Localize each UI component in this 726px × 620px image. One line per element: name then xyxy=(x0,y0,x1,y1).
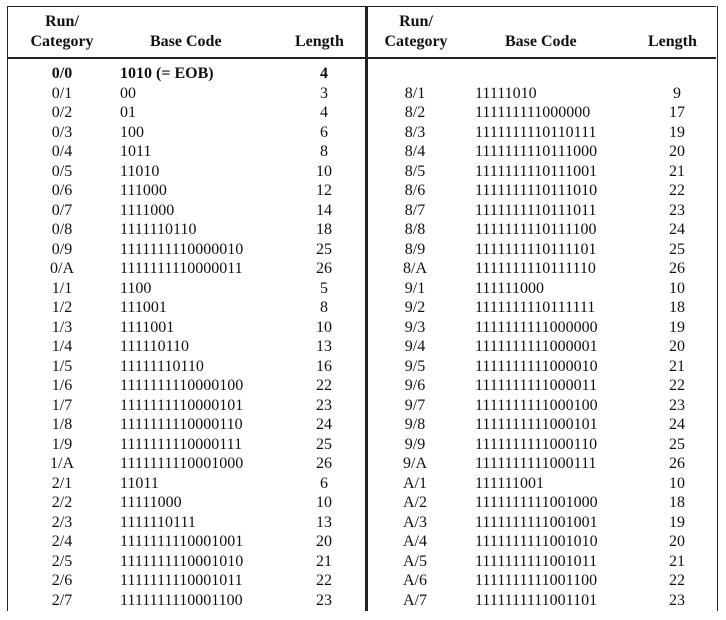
category-cell: 8/5 xyxy=(404,162,426,180)
table-row xyxy=(368,123,716,143)
category-cell: A/6 xyxy=(403,572,427,589)
base-code-cell: 1111111110111000 xyxy=(475,143,598,160)
length-cell: 9 xyxy=(673,84,681,102)
category-cell: 1/1 xyxy=(51,279,73,297)
base-code-cell: 1111111110001100 xyxy=(120,591,243,609)
category-cell: 0/5 xyxy=(51,162,73,180)
base-code-cell: 1111111111000100 xyxy=(475,396,598,414)
base-code-cell: 1111111110111011 xyxy=(475,201,597,219)
base-code-cell: 1111111110111111 xyxy=(475,299,596,316)
base-code-cell: 111001 xyxy=(120,299,167,316)
category-cell: 2/3 xyxy=(51,513,73,531)
table-row xyxy=(368,142,716,162)
length-cell: 5 xyxy=(320,279,328,297)
table-row xyxy=(368,396,716,416)
table-row xyxy=(368,532,716,552)
length-cell: 21 xyxy=(669,552,685,570)
table-row xyxy=(0,220,365,240)
length-cell: 22 xyxy=(669,572,685,589)
length-cell: 26 xyxy=(316,455,332,472)
table-row xyxy=(368,493,716,513)
length-cell: 13 xyxy=(316,513,332,531)
base-code-cell: 1111111110110111 xyxy=(475,123,597,141)
base-code-cell: 1111111111001011 xyxy=(475,552,598,570)
category-cell: 9/1 xyxy=(404,279,426,297)
length-cell: 26 xyxy=(316,260,332,277)
length-cell: 4 xyxy=(320,65,328,82)
category-cell: A/5 xyxy=(403,552,427,570)
table-row xyxy=(368,552,716,572)
table-row xyxy=(0,571,365,591)
category-cell: 9/7 xyxy=(404,396,426,414)
category-cell: A/2 xyxy=(403,494,427,511)
length-cell: 13 xyxy=(316,338,332,355)
category-cell: 0/2 xyxy=(51,104,73,121)
category-cell: 8/6 xyxy=(404,182,426,199)
base-code-cell: 11111010 xyxy=(475,84,537,102)
length-cell: 24 xyxy=(669,221,685,238)
base-code-cell: 1111111110000010 xyxy=(120,240,244,258)
length-cell: 22 xyxy=(316,377,332,394)
length-cell: 25 xyxy=(669,435,685,453)
base-code-cell: 1111111111000101 xyxy=(475,416,598,433)
base-code-cell: 1111001 xyxy=(120,318,175,336)
table-row xyxy=(0,318,365,338)
table-row xyxy=(368,357,716,377)
category-cell: A/4 xyxy=(403,533,427,550)
base-code-cell: 1111111111001100 xyxy=(475,572,598,589)
category-cell: 2/7 xyxy=(51,591,73,609)
length-cell: 6 xyxy=(320,474,328,492)
length-cell: 6 xyxy=(320,123,328,141)
base-code-cell: 01 xyxy=(120,104,136,121)
category-cell: 1/3 xyxy=(51,318,73,336)
table-row xyxy=(368,162,716,182)
category-cell: 8/9 xyxy=(404,240,426,258)
length-cell: 20 xyxy=(669,143,685,160)
table-row xyxy=(368,181,716,201)
left-table-body xyxy=(0,64,365,610)
base-code-cell: 1111111111000000 xyxy=(475,318,598,336)
category-cell: 1/5 xyxy=(51,357,73,375)
base-code-cell: 1111111111000111 xyxy=(475,455,597,472)
length-cell: 26 xyxy=(669,260,685,277)
length-cell: 10 xyxy=(669,474,685,492)
length-cell: 8 xyxy=(320,299,328,316)
category-cell: 0/9 xyxy=(51,240,73,258)
length-cell: 23 xyxy=(669,591,685,609)
table-row xyxy=(368,64,716,84)
table-row xyxy=(0,103,365,123)
right-table-body xyxy=(368,64,716,610)
category-cell: 9/3 xyxy=(404,318,426,336)
base-code-cell: 11011 xyxy=(120,474,159,492)
table-row xyxy=(368,474,716,494)
header-separator xyxy=(7,57,716,59)
table-row xyxy=(0,454,365,474)
category-cell: A/7 xyxy=(403,591,427,609)
length-cell: 18 xyxy=(669,299,685,316)
category-cell: 9/4 xyxy=(404,338,426,355)
base-code-cell: 1111111110111101 xyxy=(475,240,597,258)
header-right-category: Run/ Category xyxy=(384,13,448,50)
category-cell: 0/7 xyxy=(51,201,73,219)
length-cell: 23 xyxy=(669,201,685,219)
length-cell: 22 xyxy=(316,572,332,589)
category-cell: 9/9 xyxy=(404,435,426,453)
category-cell: 1/9 xyxy=(51,435,73,453)
table-row xyxy=(368,435,716,455)
length-cell: 22 xyxy=(669,182,685,199)
length-cell: 20 xyxy=(669,533,685,550)
length-cell: 16 xyxy=(316,357,332,375)
table-row xyxy=(0,435,365,455)
length-cell: 21 xyxy=(316,552,332,570)
category-cell: 0/0 xyxy=(51,65,73,82)
table-row xyxy=(0,513,365,533)
length-cell: 12 xyxy=(316,182,332,199)
base-code-cell: 11010 xyxy=(120,162,160,180)
length-cell: 23 xyxy=(316,591,332,609)
length-cell: 3 xyxy=(320,84,328,102)
table-row xyxy=(368,220,716,240)
length-cell: 23 xyxy=(669,396,685,414)
category-cell: 9/8 xyxy=(404,416,426,433)
base-code-cell: 1111111110111100 xyxy=(475,221,597,238)
base-code-cell: 1111111110000101 xyxy=(120,396,244,414)
length-cell: 4 xyxy=(320,104,328,121)
category-cell: 8/A xyxy=(403,260,427,277)
length-cell: 20 xyxy=(669,338,685,355)
table-row xyxy=(0,64,365,84)
table-row xyxy=(0,279,365,299)
category-cell: 0/4 xyxy=(51,143,73,160)
category-cell: 9/A xyxy=(403,455,427,472)
category-cell: 1/8 xyxy=(51,416,73,433)
category-cell: 0/6 xyxy=(51,182,73,199)
table-row xyxy=(368,318,716,338)
base-code-cell: 1111111110111010 xyxy=(475,182,598,199)
category-cell: 2/6 xyxy=(51,572,73,589)
length-cell: 10 xyxy=(316,162,332,180)
base-code-cell: 1111111110001000 xyxy=(120,455,244,472)
category-cell: 9/5 xyxy=(404,357,426,375)
category-cell: 2/4 xyxy=(51,533,73,550)
base-code-cell: 111111111000000 xyxy=(475,104,591,121)
length-cell: 25 xyxy=(316,435,332,453)
table-row xyxy=(368,571,716,591)
base-code-cell: 1111111110111110 xyxy=(475,260,596,277)
category-cell: 8/7 xyxy=(404,201,426,219)
length-cell: 10 xyxy=(316,318,332,336)
table-row xyxy=(0,298,365,318)
category-cell: 8/1 xyxy=(404,84,426,102)
category-cell: 8/8 xyxy=(404,221,426,238)
length-cell: 24 xyxy=(669,416,685,433)
category-cell: 0/8 xyxy=(51,221,73,238)
category-cell: A/1 xyxy=(403,474,427,492)
table-row xyxy=(0,474,365,494)
base-code-cell: 1111111111001000 xyxy=(475,494,598,511)
length-cell: 8 xyxy=(320,143,328,160)
table-row xyxy=(0,259,365,279)
length-cell: 17 xyxy=(669,104,685,121)
category-cell: 9/2 xyxy=(404,299,426,316)
length-cell: 18 xyxy=(316,221,332,238)
base-code-cell: 1111111110000100 xyxy=(120,377,244,394)
length-cell: 21 xyxy=(669,162,685,180)
table-top-border xyxy=(7,6,716,7)
table-row xyxy=(0,123,365,143)
table-row xyxy=(0,415,365,435)
category-cell: 0/1 xyxy=(51,84,73,102)
table-row xyxy=(368,201,716,221)
table-row xyxy=(368,415,716,435)
length-cell: 23 xyxy=(316,396,332,414)
header-left-base-code: Base Code xyxy=(150,33,222,50)
base-code-cell: 111000 xyxy=(120,182,167,199)
table-row xyxy=(368,513,716,533)
base-code-cell: 1111111111000010 xyxy=(475,357,598,375)
table-row xyxy=(368,591,716,611)
table-row xyxy=(0,240,365,260)
table-row xyxy=(0,493,365,513)
table-row xyxy=(0,532,365,552)
base-code-cell: 1111111111001001 xyxy=(475,513,598,531)
base-code-cell: 1111000 xyxy=(120,201,175,219)
base-code-cell: 1011 xyxy=(120,143,152,160)
base-code-cell: 1111111110000111 xyxy=(120,435,243,453)
table-row xyxy=(368,103,716,123)
length-cell: 20 xyxy=(316,533,332,550)
table-row xyxy=(368,454,716,474)
base-code-cell: 1111111110111001 xyxy=(475,162,598,180)
category-cell: 2/1 xyxy=(51,474,73,492)
table-row xyxy=(0,84,365,104)
base-code-cell: 1111111111001101 xyxy=(475,591,598,609)
header-left-length: Length xyxy=(295,33,344,50)
table-row xyxy=(0,376,365,396)
table-row xyxy=(0,201,365,221)
table-row xyxy=(0,181,365,201)
base-code-cell: 1111111111000011 xyxy=(475,377,598,394)
table-row xyxy=(368,259,716,279)
base-code-cell: 11111000 xyxy=(120,494,182,511)
length-cell: 10 xyxy=(316,494,332,511)
category-cell: 2/2 xyxy=(51,494,73,511)
table-row xyxy=(368,337,716,357)
length-cell: 26 xyxy=(669,455,685,472)
header-right-length: Length xyxy=(648,33,697,50)
category-cell: 0/3 xyxy=(51,123,73,141)
length-cell: 21 xyxy=(669,357,685,375)
base-code-cell: 111111000 xyxy=(475,279,545,297)
table-row xyxy=(0,337,365,357)
category-cell: 8/4 xyxy=(404,143,426,160)
base-code-cell: 1111111110001011 xyxy=(120,572,243,589)
category-cell: 1/6 xyxy=(51,377,73,394)
header-left-category: Run/ Category xyxy=(30,13,94,50)
length-cell: 25 xyxy=(669,240,685,258)
length-cell: 14 xyxy=(316,201,332,219)
table-row xyxy=(0,162,365,182)
base-code-cell: 1111111110001001 xyxy=(120,533,244,550)
length-cell: 25 xyxy=(316,240,332,258)
base-code-cell: 100 xyxy=(120,123,144,141)
base-code-cell: 111111001 xyxy=(475,474,545,492)
base-code-cell: 1111111111000001 xyxy=(475,338,598,355)
base-code-cell: 1010 (= EOB) xyxy=(120,65,214,82)
base-code-cell: 1111110110 xyxy=(120,221,197,238)
table-row xyxy=(0,142,365,162)
table-row xyxy=(0,357,365,377)
table-row xyxy=(368,84,716,104)
category-cell: A/3 xyxy=(403,513,427,531)
category-cell: 1/2 xyxy=(51,299,73,316)
length-cell: 24 xyxy=(316,416,332,433)
table-row xyxy=(0,552,365,572)
base-code-cell: 1100 xyxy=(120,279,152,297)
header-right-base-code: Base Code xyxy=(505,33,577,50)
table-row xyxy=(0,396,365,416)
table-row xyxy=(0,591,365,611)
length-cell: 10 xyxy=(669,279,685,297)
category-cell: 9/6 xyxy=(404,377,426,394)
base-code-cell: 1111111110000011 xyxy=(120,260,243,277)
table-row xyxy=(368,376,716,396)
base-code-cell: 00 xyxy=(120,84,136,102)
category-cell: 2/5 xyxy=(51,552,73,570)
length-cell: 22 xyxy=(669,377,685,394)
category-cell: 1/A xyxy=(50,455,74,472)
length-cell: 19 xyxy=(669,123,685,141)
length-cell: 18 xyxy=(669,494,685,511)
table-row xyxy=(368,279,716,299)
category-cell: 8/3 xyxy=(404,123,426,141)
category-cell: 1/4 xyxy=(51,338,73,355)
length-cell: 19 xyxy=(669,513,685,531)
base-code-cell: 1111111110001010 xyxy=(120,552,244,570)
base-code-cell: 1111111111000110 xyxy=(475,435,598,453)
category-cell: 1/7 xyxy=(51,396,73,414)
length-cell: 19 xyxy=(669,318,685,336)
table-row xyxy=(368,298,716,318)
category-cell: 0/A xyxy=(50,260,74,277)
base-code-cell: 1111110111 xyxy=(120,513,196,531)
base-code-cell: 111110110 xyxy=(120,338,190,355)
base-code-cell: 1111111110000110 xyxy=(120,416,243,433)
table-row xyxy=(368,240,716,260)
base-code-cell: 11111110110 xyxy=(120,357,204,375)
category-cell: 8/2 xyxy=(404,104,426,121)
base-code-cell: 1111111111001010 xyxy=(475,533,598,550)
